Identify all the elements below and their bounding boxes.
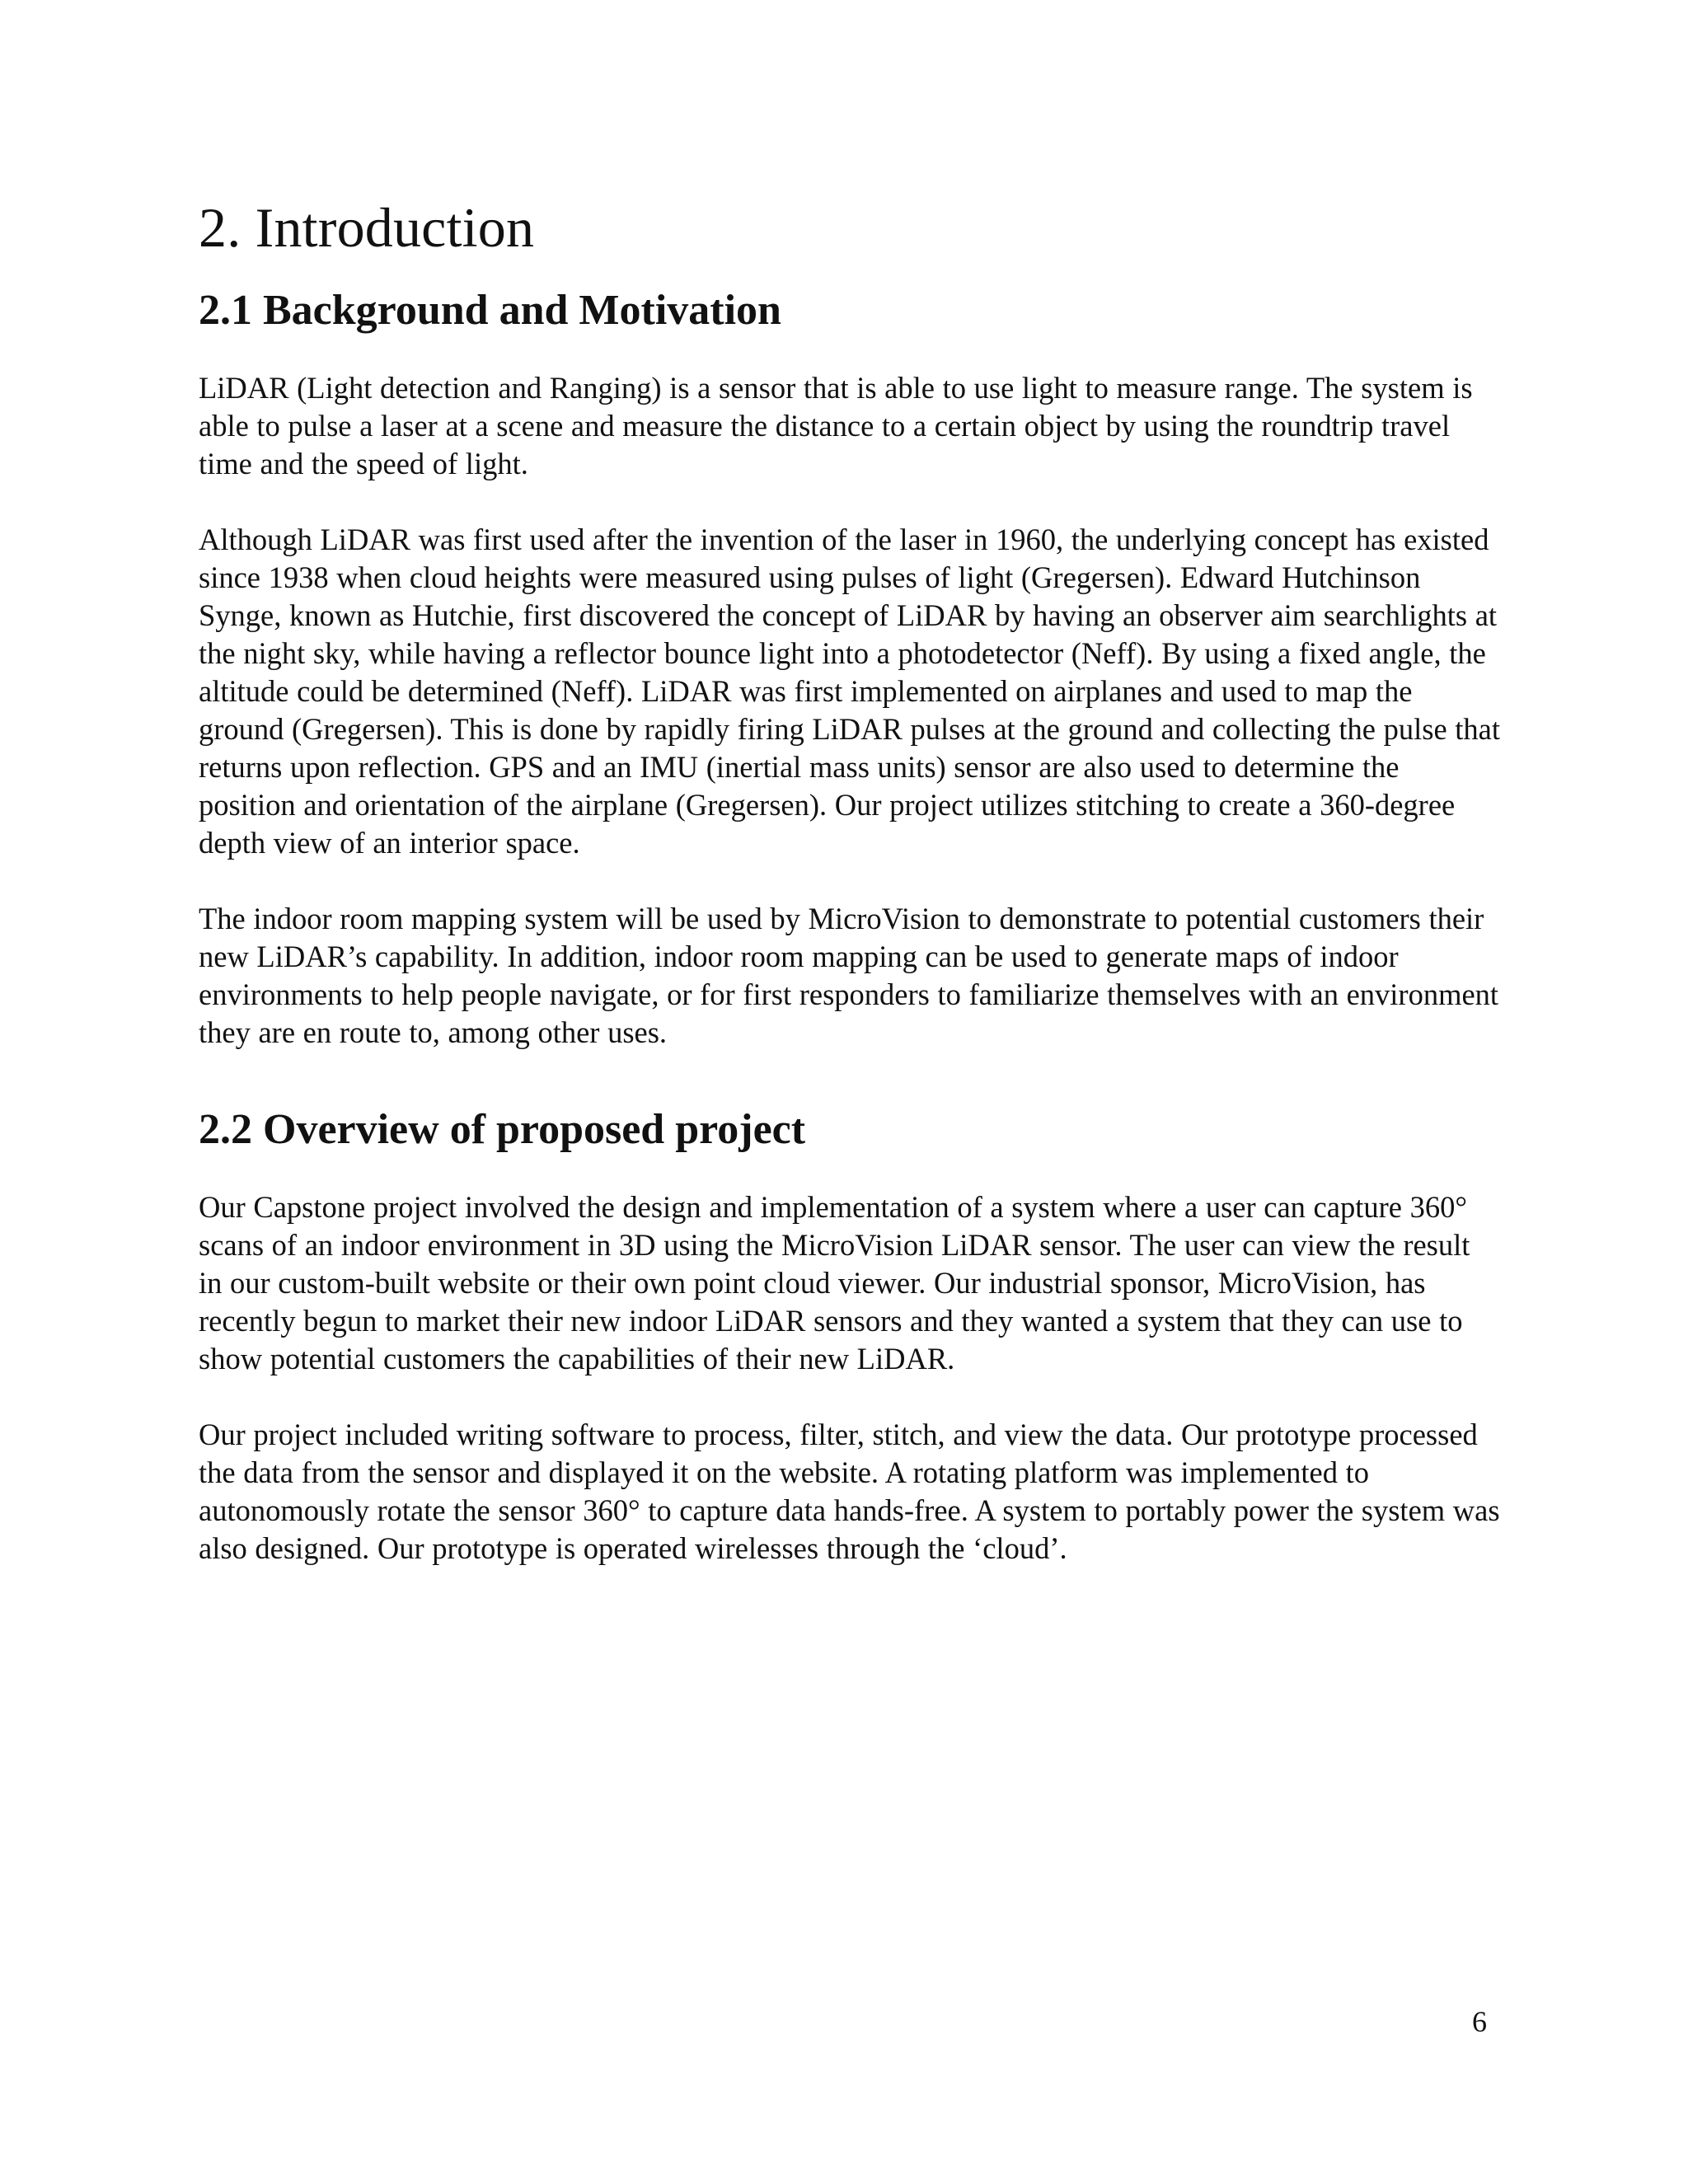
chapter-title: 2. Introduction <box>199 196 535 259</box>
page-number: 6 <box>1472 2005 1487 2038</box>
paragraph-lidar-definition: LiDAR (Light detection and Ranging) is a sensor that is able to use light to measure range. The system is able to pulse a laser at a scene and measure the distance to a certain object by using the roundtrip travel time and the speed of light. <box>199 370 1473 480</box>
paragraph-project-scope: Our project included writing software to process, filter, stitch, and view the data. Our prototype processed the data from the sensor and displayed it on the website. A rotating platform was implemented to autonomously rotate the sensor 360° to capture data hands-free. A system to portably power the system was also designed. Our prototype is operated wirelesses through the ‘cloud’. <box>199 1418 1500 1566</box>
section-title-background: 2.1 Background and Motivation <box>199 286 781 334</box>
section-title-overview: 2.2 Overview of proposed project <box>199 1105 806 1153</box>
page-content <box>199 194 1501 1568</box>
paragraph-use-cases: The indoor room mapping system will be used by MicroVision to demonstrate to potential customers their new LiDAR’s capability. In addition, indoor room mapping can be used to generate maps of indoor environments to help people navigate, or for first responders to familiarize themselves with an environment they are en route to, among other uses. <box>199 901 1499 1049</box>
paragraph-project-summary: Our Capstone project involved the design and implementation of a system where a user can capture 360° scans of an indoor environment in 3D using the MicroVision LiDAR sensor. The user can view the result in our custom-built website or their own point cloud viewer. Our industrial sponsor, MicroVision, has recently begun to market their new indoor LiDAR sensors and they wanted a system that they can use to show potential customers the capabilities of their new LiDAR. <box>199 1190 1470 1376</box>
paragraph-lidar-history: Although LiDAR was first used after the invention of the laser in 1960, the underlying concept has existed since 1938 when cloud heights were measured using pulses of light (Gregersen). Edward Hutchinson Synge, known as Hutchie, first discovered the concept of LiDAR by having an observer aim searchlights at the night sky, while having a reflector bounce light into a photodetector (Neff). By using a fixed angle, the altitude could be determined (Neff). LiDAR was first implemented on airplanes and used to map the ground (Gregersen). This is done by rapidly firing LiDAR pulses at the ground and collecting the pulse that returns upon reflection. GPS and an IMU (inertial mass units) sensor are also used to determine the position and orientation of the airplane (Gregersen). Our project utilizes stitching to create a 360-degree depth view of an interior space. <box>199 522 1501 860</box>
